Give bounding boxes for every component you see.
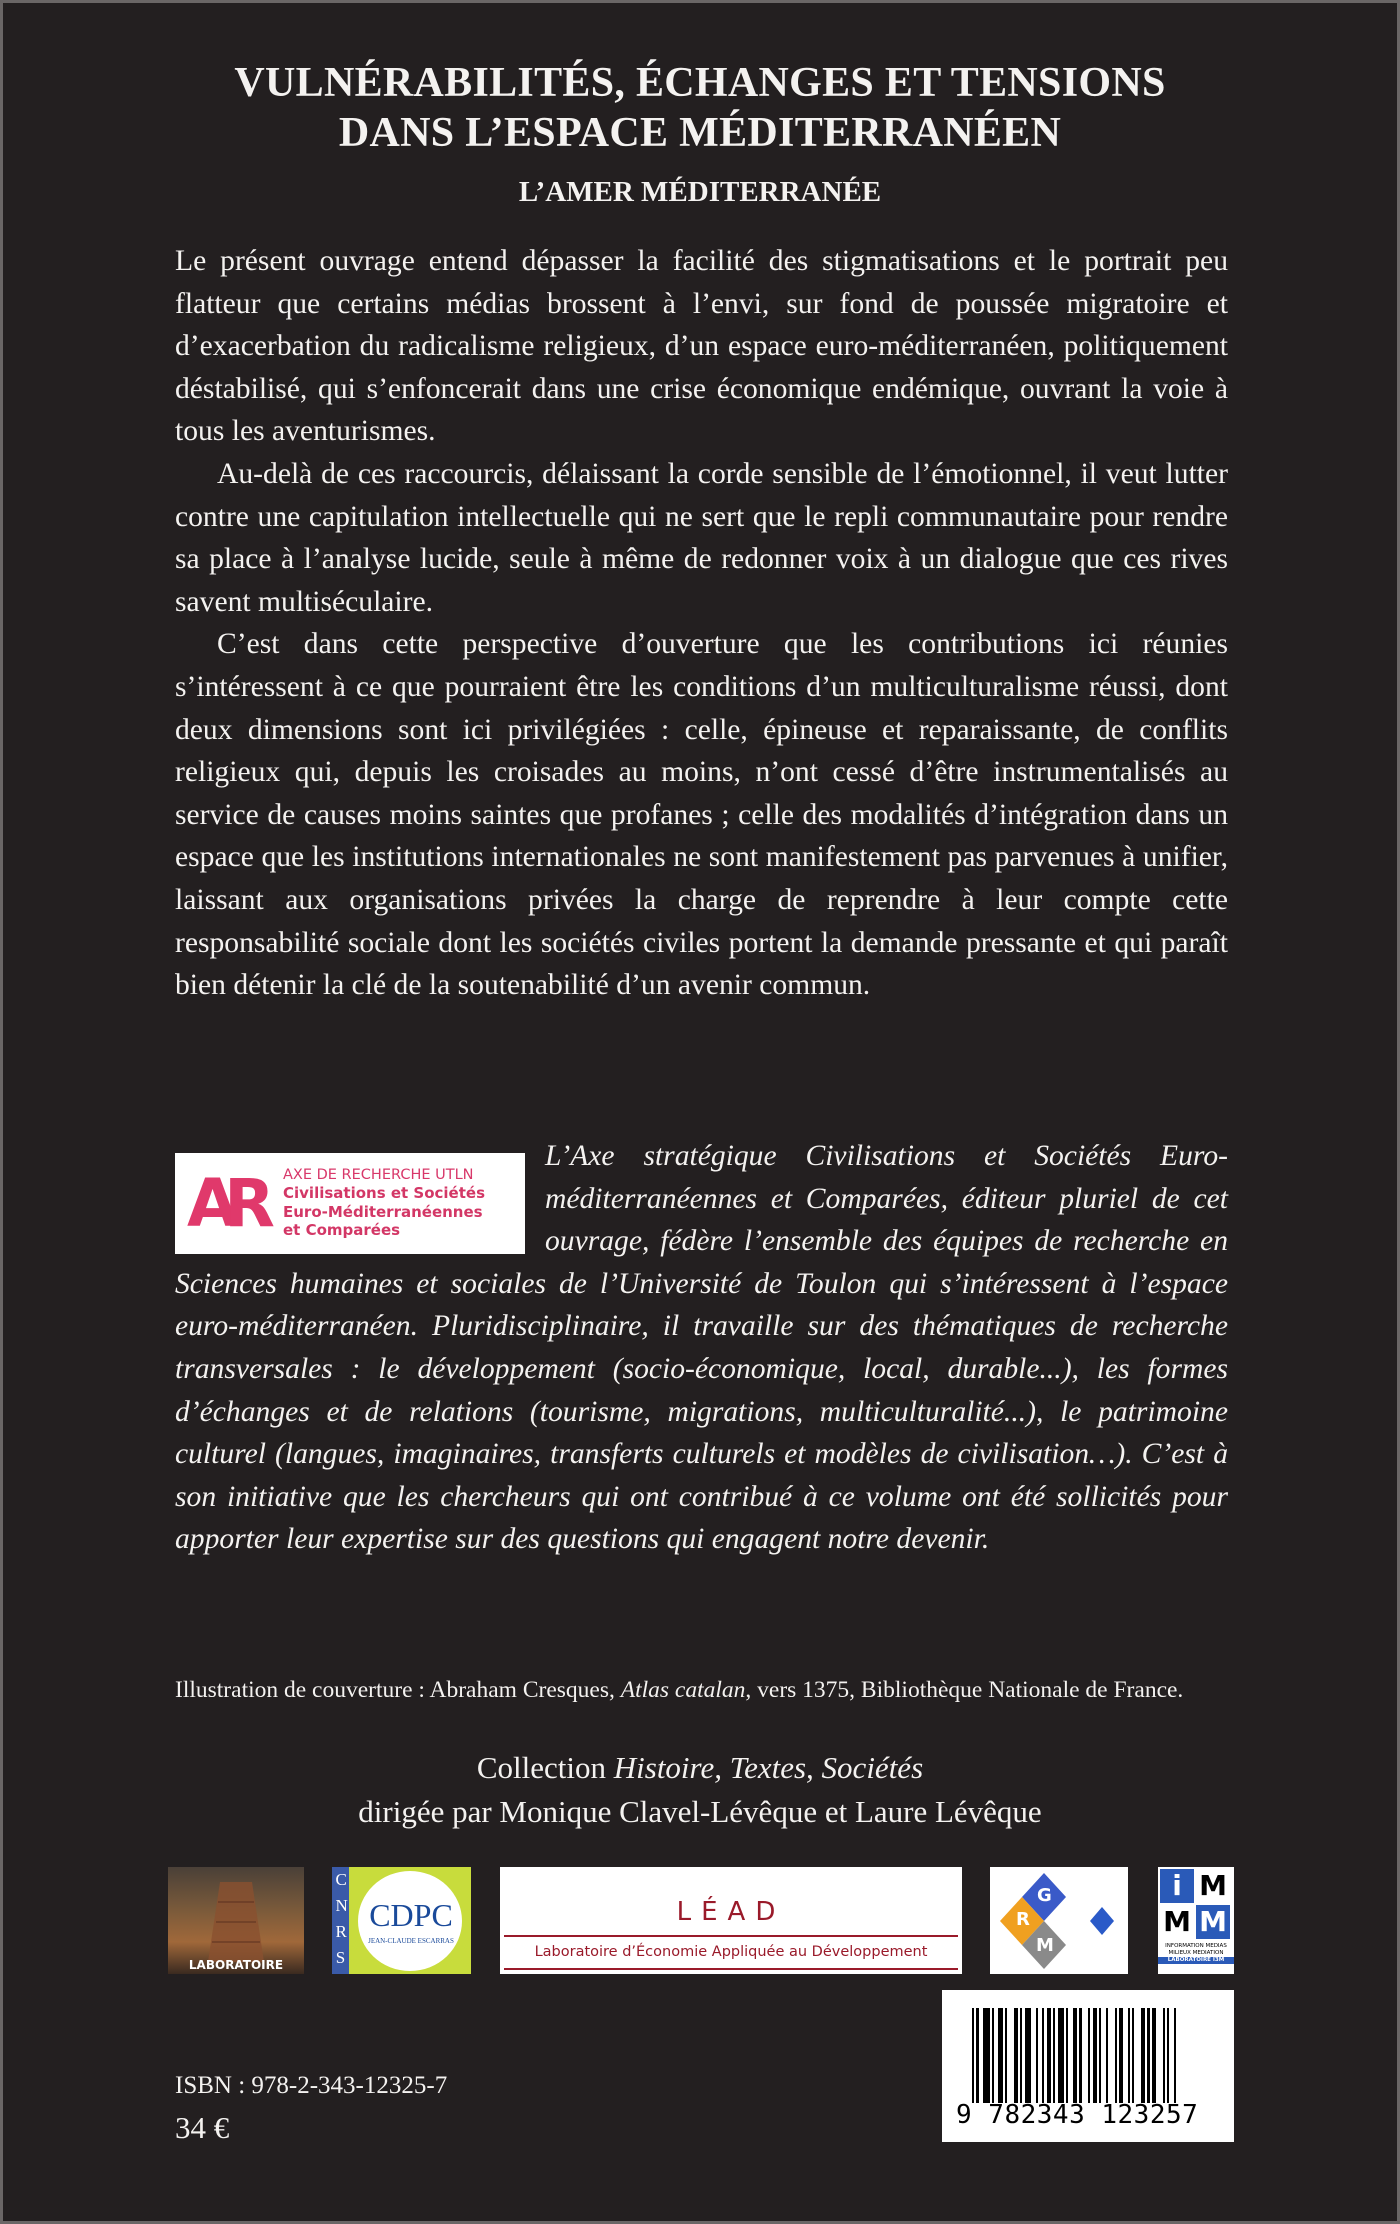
collection-directors: dirigée par Monique Clavel-Lévêque et Laure Lévêque	[358, 1794, 1042, 1829]
barcode-bar	[1025, 2008, 1032, 2103]
cdpc-sublabel: JEAN-CLAUDE ESCARRAS	[368, 1937, 454, 1945]
imm-sublabel: LABORATOIRE I3M	[1158, 1957, 1234, 1964]
barcode	[942, 1990, 1234, 2142]
axe-text: L’Axe stratégique Civilisations et Sociétés Euro-méditerranéennes et Comparées, éditeur pluriel de cet ouvrage, fédère l’ensemble des équipes de recherche en Sciences humaines et sociales de l’Université de Toulon qui s’intéressent à l’espace euro-méditerranéen. Pluridisciplinaire, il travaille sur des thématiques de recherche transversales : le développement (socio-économique, local, durable...), les formes d’échanges et de relations (tourisme, migrations, multiculturalité...), le patrimoine culturel (langues, imaginaires, transferts culturels et modèles de civilisation…). C’est à son initiative que les chercheurs qui ont contribué à ce volume ont été sollicités pour apporter leur expertise sur des questions qui engagent notre devenir.	[175, 1140, 1228, 1556]
collection-prefix: Collection	[476, 1750, 614, 1785]
axe-logo-name	[283, 1184, 485, 1240]
barcode-bar	[1007, 2008, 1014, 2103]
axe-description	[175, 1135, 1228, 1561]
credit-prefix: Illustration de couverture : Abraham Cresques,	[175, 1677, 621, 1703]
barcode-bar	[1156, 2008, 1163, 2103]
imm-sublabel: MILIEUX MEDIATION	[1168, 1950, 1224, 1956]
barcode-bars	[972, 2008, 1210, 2103]
book-title	[0, 58, 1400, 158]
credit-work: Atlas catalan	[620, 1677, 746, 1703]
barcode-bar	[983, 2008, 990, 2103]
barcode-number: 9 782343 123257	[956, 2100, 1199, 2130]
lead-sublabel: Laboratoire d’Économie Appliquée au Développement	[534, 1944, 928, 1960]
credit-suffix: , vers 1375, Bibliothèque Nationale de France.	[745, 1677, 1184, 1703]
laboratoire-logo	[168, 1867, 304, 1974]
summary-paragraph: C’est dans cette perspective d’ouverture que les contributions ici réunies s’intéressent à ce que pourraient être les conditions d’un multiculturalisme réussi, dont deux dimensions sont ici privilégiées : celle, épineuse et reparaissante, de conflits religieux qui, depuis les croisades au moins, n’ont cessé d’être instrumentalisés au service de causes moins saintes que profanes ; celle des modalités d’intégration dans un espace que les institutions internationales ne sont manifestement pas parvenues à unifier, laissant aux organisations privées la charge de reprendre à leur compte cette responsabilité sociale dont les sociétés civiles portent la demande pressante et qui paraît bien détenir la clé de la soutenabilité d’un avenir commun.	[175, 628, 1228, 1002]
laboratoire-label: LABORATOIRE	[188, 1958, 284, 1972]
grm-r: R	[1016, 1909, 1030, 1930]
imm-m: M	[1199, 1869, 1227, 1902]
collection-info	[0, 1746, 1400, 1834]
axe-logo	[175, 1153, 525, 1254]
cover-credit	[175, 1677, 1228, 1703]
cnrs-strip	[332, 1867, 349, 1974]
collection-name: Histoire, Textes, Sociétés	[613, 1750, 924, 1785]
grm-logo	[990, 1867, 1128, 1974]
summary-paragraph: Le présent ouvrage entend dépasser la facilité des stigmatisations et le portrait peu flatteur que certains médias brossent à l’envi, sur fond de poussée migratoire et d’exacerbation du radicalisme religieux, d’un espace euro-méditerranéen, politiquement déstabilisé, qui s’enfoncerait dans une crise économique endémique, ouvrant la voie à tous les aventurismes.	[175, 245, 1228, 448]
grm-diamonds-icon	[990, 1867, 1128, 1974]
imm-i: i	[1160, 1869, 1194, 1903]
book-subtitle: L’AMER MÉDITERRANÉE	[518, 176, 882, 208]
price: 34 €	[175, 2110, 230, 2145]
cdpc-label: CDPC	[369, 1897, 453, 1933]
ar-logo-mark: AR	[187, 1165, 261, 1242]
imm-m: M	[1196, 1905, 1230, 1939]
summary	[175, 240, 1228, 1007]
title-line-1: VULNÉRABILITÉS, ÉCHANGES ET TENSIONS	[234, 60, 1166, 106]
imm-sublabel: INFORMATION MEDIAS	[1165, 1943, 1227, 1949]
title-line-2: DANS L’ESPACE MÉDITERRANÉEN	[338, 110, 1062, 156]
cnrs-label: CNRS	[335, 1870, 348, 1967]
summary-paragraph: Au-delà de ces raccourcis, délaissant la corde sensible de l’émotionnel, il veut lutter contre une capitulation intellectuelle qui ne sert que le repli communautaire pour rendre sa place à l’analyse lucide, seule à même de redonner voix à un dialogue que ces rives savent multiséculaire.	[175, 457, 1228, 618]
barcode-bar	[1134, 2008, 1141, 2103]
axe-logo-line: Civilisations et Sociétés	[283, 1184, 486, 1202]
imm-logo	[1158, 1867, 1234, 1974]
lead-logo	[500, 1867, 962, 1974]
cdpc-logo	[332, 1867, 471, 1974]
barcode-bar	[1174, 2008, 1176, 2103]
barcode-bar	[1058, 2008, 1065, 2103]
isbn: ISBN : 978-2-343-12325-7	[175, 2072, 448, 2099]
barcode-bar	[1108, 2008, 1115, 2103]
grm-m: M	[1036, 1935, 1054, 1956]
axe-logo-line: Euro-Méditerranéennes	[283, 1202, 483, 1221]
barcode-bar	[1082, 2008, 1089, 2103]
lead-label: LÉAD	[676, 1897, 786, 1927]
axe-logo-line: AXE DE RECHERCHE UTLN	[283, 1167, 474, 1183]
axe-logo-line: et Comparées	[283, 1221, 401, 1239]
grm-g: G	[1037, 1885, 1052, 1906]
imm-m: M	[1163, 1905, 1191, 1938]
